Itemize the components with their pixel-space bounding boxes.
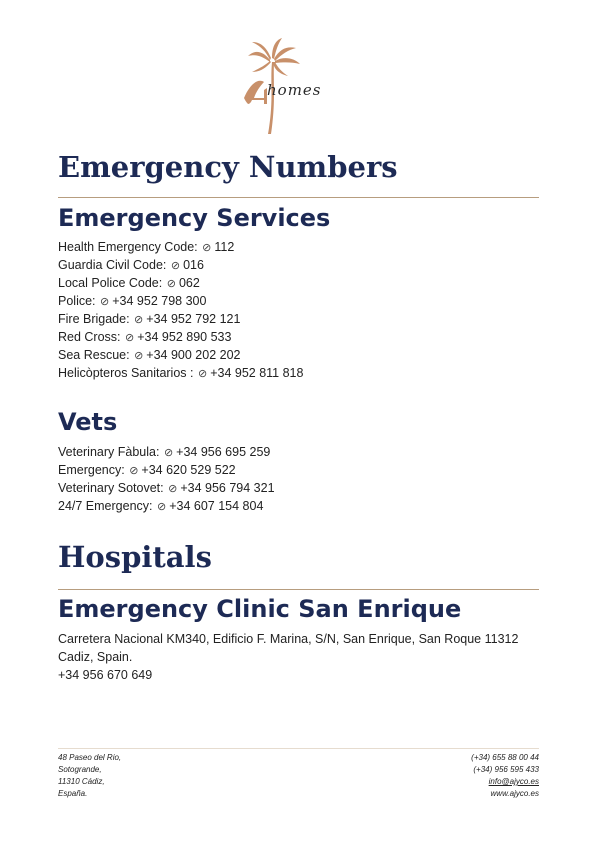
emergency-services-list xyxy=(58,238,303,382)
clinic-address-line1: Carretera Nacional KM340, Edificio F. Marina, S/N, San Enrique, San Roque 11312 xyxy=(58,632,519,646)
footer-address-line: 11310 Cádiz, xyxy=(58,777,105,786)
phone-icon: ⊘ xyxy=(202,242,212,254)
phone-icon: ⊘ xyxy=(163,447,174,459)
phone-icon: ⊘ xyxy=(129,465,139,477)
clinic-heading: Emergency Clinic San Enrique xyxy=(58,595,462,623)
clinic-details xyxy=(58,630,538,684)
clinic-address-line2: Cadiz, Spain. xyxy=(58,650,133,664)
footer-phone: (+34) 956 595 433 xyxy=(473,765,539,774)
section-divider xyxy=(58,589,539,590)
footer-phone: (+34) 655 88 00 44 xyxy=(471,753,539,762)
clinic-phone: +34 956 670 649 xyxy=(58,668,153,682)
list-item: Health Emergency Code: ⊘ 112 xyxy=(58,238,303,256)
section-divider xyxy=(58,197,539,198)
list-item: Fire Brigade: ⊘ +34 952 792 121 xyxy=(58,310,303,328)
footer-contact xyxy=(471,752,539,800)
emergency-services-heading: Emergency Services xyxy=(58,204,331,232)
logo-wordmark: homes xyxy=(267,81,322,99)
list-item: Red Cross: ⊘ +34 952 890 533 xyxy=(58,328,303,346)
footer-address-line: España. xyxy=(58,789,88,798)
phone-icon: ⊘ xyxy=(125,332,135,344)
phone-icon: ⊘ xyxy=(100,296,110,308)
phone-icon: ⊘ xyxy=(168,483,178,495)
list-item: Emergency: ⊘ +34 620 529 522 xyxy=(58,461,275,479)
phone-icon: ⊘ xyxy=(170,260,181,272)
list-item: Local Police Code: ⊘ 062 xyxy=(58,274,303,292)
phone-icon: ⊘ xyxy=(197,368,208,380)
vets-heading: Vets xyxy=(58,408,118,436)
list-item: Sea Rescue: ⊘ +34 900 202 202 xyxy=(58,346,303,364)
phone-icon: ⊘ xyxy=(134,350,144,362)
footer-divider xyxy=(58,748,539,749)
list-item: Police: ⊘ +34 952 798 300 xyxy=(58,292,303,310)
footer-address xyxy=(58,752,121,800)
list-item: Guardia Civil Code: ⊘ 016 xyxy=(58,256,303,274)
vets-list xyxy=(58,443,275,515)
list-item: Helicòpteros Sanitarios : ⊘ +34 952 811 818 xyxy=(58,364,303,382)
footer-address-line: Sotogrande, xyxy=(58,765,102,774)
list-item: Veterinary Sotovet: ⊘ +34 956 794 321 xyxy=(58,479,275,497)
footer-email-link[interactable]: info@ajyco.es xyxy=(488,777,539,786)
phone-icon: ⊘ xyxy=(166,278,176,290)
footer-website-link[interactable]: www.ajyco.es xyxy=(490,789,539,798)
phone-icon: ⊘ xyxy=(156,501,167,513)
hospitals-title: Hospitals xyxy=(58,540,212,574)
page-title: Emergency Numbers xyxy=(58,150,398,184)
footer-address-line: 48 Paseo del Rio, xyxy=(58,753,122,762)
list-item: 24/7 Emergency: ⊘ +34 607 154 804 xyxy=(58,497,275,515)
list-item: Veterinary Fàbula: ⊘ +34 956 695 259 xyxy=(58,443,275,461)
phone-icon: ⊘ xyxy=(134,314,144,326)
